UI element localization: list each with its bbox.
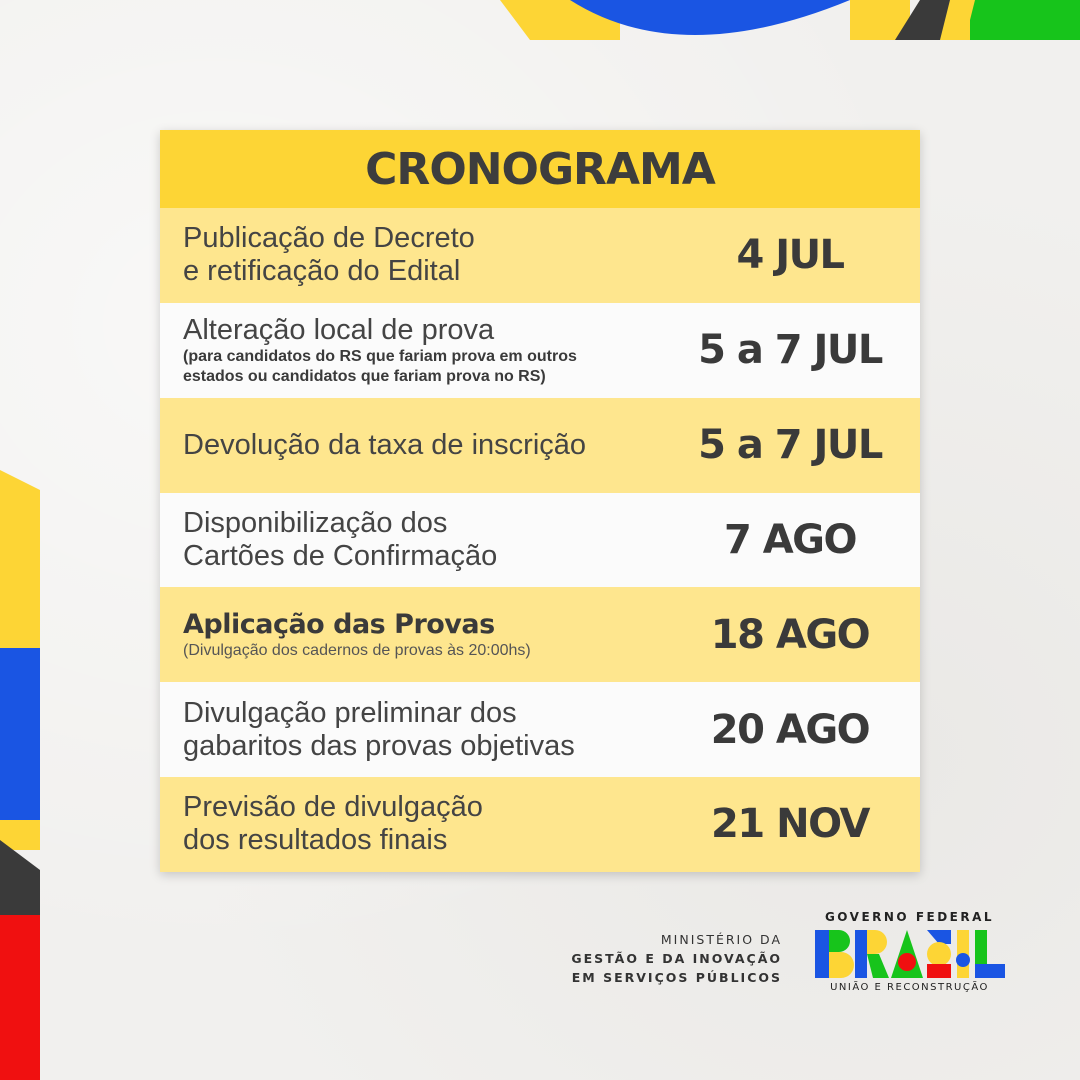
- event-label: Previsão de divulgação dos resultados finais: [183, 791, 483, 857]
- schedule-row: [160, 493, 920, 588]
- schedule-row: [160, 682, 920, 777]
- event-label: Aplicação das Provas: [183, 609, 495, 641]
- event-date: 21 NOV: [711, 801, 869, 848]
- schedule-row: [160, 303, 920, 398]
- event-date: 7 AGO: [723, 516, 857, 563]
- event-label: Publicação de Decreto e retificação do Edital: [183, 222, 475, 288]
- event-date: 20 AGO: [710, 706, 870, 753]
- schedule-row: [160, 208, 920, 303]
- event-note: (Divulgação dos cadernos de provas às 20:00hs): [183, 642, 531, 660]
- left-color-strip: [0, 470, 40, 1080]
- government-logo: [812, 910, 1007, 993]
- event-label: Divulgação preliminar dos gabaritos das provas objetivas: [183, 696, 575, 762]
- event-date: 5 a 7 JUL: [698, 422, 882, 469]
- card-header: [160, 130, 920, 208]
- event-note: (para candidatos do RS que fariam prova em outros estados ou candidatos que fariam prova no RS): [183, 347, 577, 385]
- schedule-row: [160, 398, 920, 493]
- schedule-row: [160, 587, 920, 682]
- ministry-line: EM SERVIÇOS PÚBLICOS: [571, 970, 782, 985]
- ministry-line: GESTÃO E DA INOVAÇÃO: [571, 951, 782, 966]
- left-shapes-icon: [0, 470, 40, 1080]
- event-date: 5 a 7 JUL: [698, 327, 882, 374]
- top-color-strip: [500, 0, 1080, 40]
- event-date: 18 AGO: [710, 611, 870, 658]
- ministry-line: MINISTÉRIO DA: [660, 932, 782, 947]
- event-date: 4 JUL: [736, 232, 844, 279]
- event-label: Disponibilização dos Cartões de Confirmação: [183, 506, 498, 572]
- event-label: Alteração local de prova: [183, 313, 495, 346]
- gov-bottom-label: UNIÃO E RECONSTRUÇÃO: [830, 982, 989, 993]
- gov-top-label: GOVERNO FEDERAL: [824, 910, 995, 924]
- top-shapes-icon: [500, 0, 1080, 40]
- page-title: CRONOGRAMA: [365, 143, 715, 195]
- schedule-card: [160, 130, 920, 872]
- event-label: Devolução da taxa de inscrição: [183, 428, 587, 461]
- brasil-logo-icon: [815, 930, 1005, 978]
- schedule-row: [160, 777, 920, 872]
- ministry-name: [560, 930, 782, 987]
